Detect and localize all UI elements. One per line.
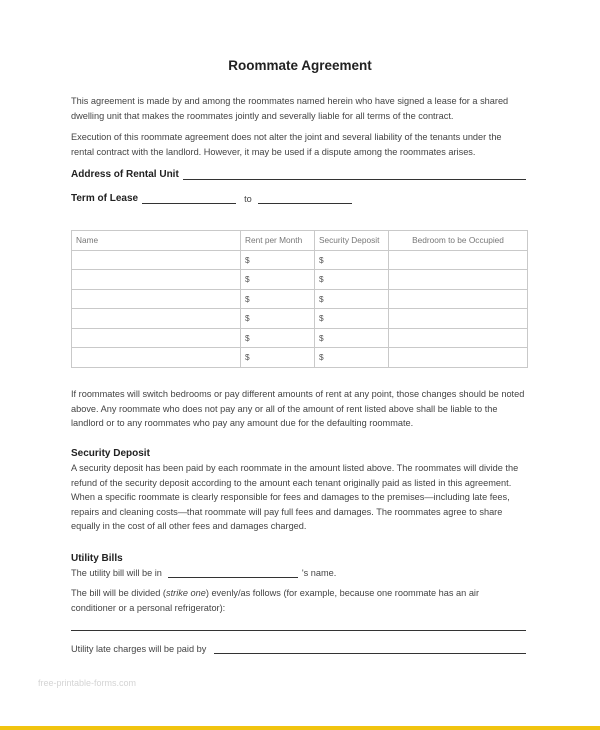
utility-divide-paragraph [71,586,526,615]
document-title: Roommate Agreement [228,58,372,73]
header-name: Name [72,231,241,251]
address-field[interactable] [183,168,526,180]
cell-deposit[interactable]: $ [315,328,389,348]
cell-name[interactable] [72,309,241,329]
table-row [72,270,528,290]
late-charges-row [71,642,526,654]
cell-rent[interactable]: $ [241,309,315,329]
cell-deposit[interactable]: $ [315,250,389,270]
utility-line2-b: ) evenly/as follows (for example, because one roommate has an air conditioner or a personal refrigerator): [71,588,480,613]
roommate-table [71,230,528,368]
header-deposit: Security Deposit [315,231,389,251]
cell-deposit[interactable]: $ [315,289,389,309]
term-end-field[interactable] [258,192,352,204]
intro-section [71,94,526,159]
header-bedroom: Bedroom to be Occupied [389,231,528,251]
table-row [72,289,528,309]
switch-section [71,387,526,431]
utility-line1-prefix: The utility bill will be in [71,568,162,578]
cell-rent[interactable]: $ [241,328,315,348]
utility-line2-a: The bill will be divided ( [71,588,166,598]
security-heading: Security Deposit [71,448,150,459]
utility-name-field[interactable] [168,566,298,578]
table-header-row [72,231,528,251]
table-row [72,328,528,348]
table-row [72,250,528,270]
cell-rent[interactable]: $ [241,250,315,270]
cell-rent[interactable]: $ [241,270,315,290]
late-charges-label: Utility late charges will be paid by [71,644,207,654]
address-label: Address of Rental Unit [71,169,179,180]
cell-bedroom[interactable] [389,250,528,270]
cell-name[interactable] [72,270,241,290]
security-section [71,448,526,534]
cell-bedroom[interactable] [389,289,528,309]
cell-deposit[interactable]: $ [315,309,389,329]
utility-line1-suffix: 's name. [301,568,337,578]
cell-name[interactable] [72,328,241,348]
term-row [71,192,526,204]
cell-deposit[interactable]: $ [315,348,389,368]
cell-rent[interactable]: $ [241,289,315,309]
term-label: Term of Lease [71,193,139,204]
watermark-text: free-printable-forms.com [38,678,137,688]
utility-section [71,553,526,615]
address-row [71,168,526,180]
switch-paragraph: If roommates will switch bedrooms or pay different amounts of rent at any point, those changes should be noted above. Any roommate who does not pay any or all of the amount of rent listed above shall be liable to the landlord or to any roommates who pay any amount due for the defaulting roommate. [71,389,525,429]
utility-heading: Utility Bills [71,553,123,564]
utility-divide-field[interactable] [71,630,526,631]
intro-paragraph-2: Execution of this roommate agreement does not alter the joint and several liability of the tenants under the rental contract with the landlord. However, it may be used if a dispute among the roommates arises. [71,132,502,157]
cell-name[interactable] [72,348,241,368]
cell-bedroom[interactable] [389,309,528,329]
table-row [72,309,528,329]
term-start-field[interactable] [142,192,236,204]
cell-rent[interactable]: $ [241,348,315,368]
cell-deposit[interactable]: $ [315,270,389,290]
utility-name-row [71,566,526,578]
header-rent: Rent per Month [241,231,315,251]
intro-paragraph-1: This agreement is made by and among the roommates named herein who have signed a lease for a shared dwelling unit that makes the roommates jointly and severally liable for all terms of the contract. [71,96,509,121]
cell-bedroom[interactable] [389,328,528,348]
bottom-accent-bar [0,726,600,730]
table-row [72,348,528,368]
cell-name[interactable] [72,250,241,270]
cell-name[interactable] [72,289,241,309]
term-to-label: to [244,194,252,204]
security-paragraph: A security deposit has been paid by each roommate in the amount listed above. The roommates will divide the refund of the security deposit according to the amount each tenant originally paid as listed in this agreement. When a specific roommate is clearly responsible for fees and damages to the premises—including late fees, repairs and cleaning costs—that roommate will pay full fees and damages. The roommates agree to share equally in the cost of all other fees and damages charged. [71,463,519,532]
cell-bedroom[interactable] [389,270,528,290]
late-charges-field[interactable] [214,642,526,654]
cell-bedroom[interactable] [389,348,528,368]
utility-line2-em: strike one [165,588,206,598]
